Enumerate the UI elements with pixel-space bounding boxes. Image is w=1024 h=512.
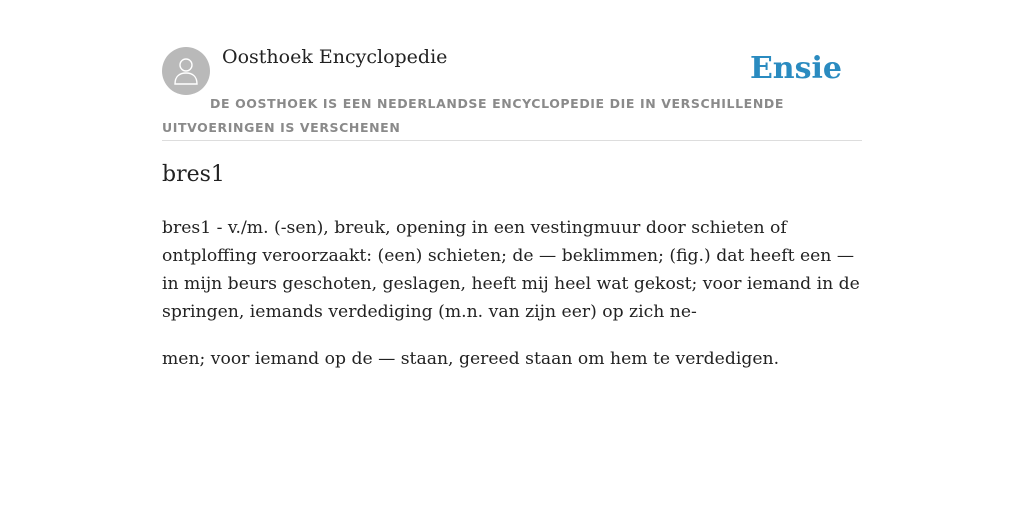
entry-body — [162, 214, 862, 392]
avatar[interactable] — [162, 47, 210, 95]
source-title[interactable]: Oosthoek Encyclopedie — [222, 46, 448, 68]
brand-logo-link[interactable]: Ensie — [749, 51, 842, 86]
entry-headword: bres1 — [162, 162, 225, 187]
entry-paragraph: men; voor iemand op de — staan, gereed staan om hem te verdedigen. — [162, 349, 780, 369]
user-icon — [172, 56, 200, 86]
entry-header — [162, 0, 862, 141]
source-description: DE OOSTHOEK IS EEN NEDERLANDSE ENCYCLOPEDIE DIE IN VERSCHILLENDE UITVOERINGEN IS VERSCHENEN — [162, 96, 784, 135]
entry-paragraph: bres1 - v./m. (-sen), breuk, opening in een vestingmuur door schieten of ontploffing veroorzaakt: (een) schieten; de — beklimmen; (fig.) dat heeft een — in mijn beurs geschoten, geslagen, heeft mij heel wat gekost; voor iemand in de springen, iemands verdediging (m.n. van zijn eer) op zich ne- — [162, 218, 860, 322]
page-container — [162, 0, 862, 369]
